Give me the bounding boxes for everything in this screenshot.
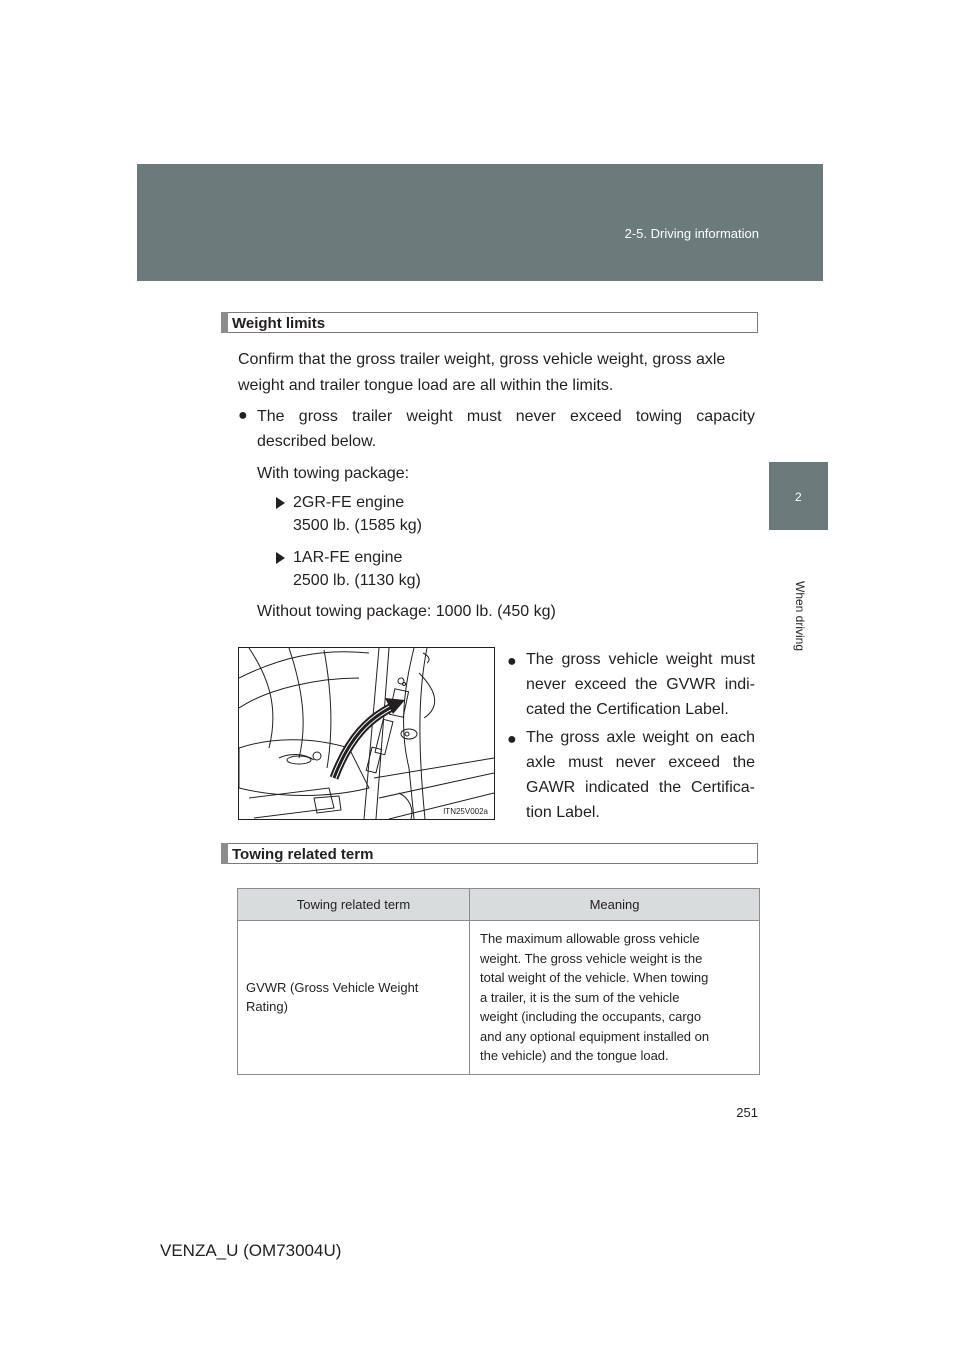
intro-line-2: weight and trailer tongue load are all within the limits. [238, 377, 614, 394]
meaning-line: total weight of the vehicle. When towing [480, 970, 709, 985]
engine1-value: 3500 lb. (1585 kg) [293, 517, 422, 534]
meaning-line: weight. The gross vehicle weight is the [480, 950, 703, 966]
bullet1-line-1: The gross trailer weight must never exceed towing capacity [257, 408, 755, 425]
column-header: Meaning [470, 889, 760, 921]
bullet3-line-2: axle must never exceed the [526, 754, 755, 771]
header-band [137, 164, 823, 281]
manual-model-code: VENZA_U (OM73004U) [160, 1241, 342, 1260]
bullet2-line-2: never exceed the GVWR indi- [526, 676, 755, 693]
meaning-line: the vehicle) and the tongue load. [480, 1048, 669, 1063]
bullet2-line-1: The gross vehicle weight must [526, 651, 755, 668]
bullet1-line-2: described below. [257, 433, 377, 450]
page-number: 251 [736, 1105, 758, 1120]
towing-terms-table [237, 888, 760, 1075]
term-cell [238, 921, 470, 1075]
bullet3-line-4: tion Label. [526, 804, 600, 821]
arrow-curve [334, 706, 394, 778]
chapter-number: 2 [795, 490, 802, 504]
arrow-right-icon [276, 552, 285, 564]
chapter-label: When driving [793, 581, 807, 652]
bullet-icon: ● [507, 731, 517, 748]
engine1-name: 2GR-FE engine [293, 494, 405, 511]
column-header: Towing related term [238, 889, 470, 921]
bullet3-line-1: The gross axle weight on each [526, 729, 755, 746]
weight-limits-heading: Weight limits [221, 312, 758, 333]
table-header-row [238, 889, 760, 921]
seat-and-door-illustration [239, 648, 494, 819]
engine2-value: 2500 lb. (1130 kg) [293, 572, 421, 589]
meaning-line: a trailer, it is the sum of the vehicle [480, 989, 680, 1005]
engine2-name: 1AR-FE engine [293, 549, 403, 566]
bullet-icon: ● [238, 407, 248, 424]
section-breadcrumb: 2-5. Driving information [624, 226, 759, 241]
with-towing-package: With towing package: [257, 465, 410, 482]
table-row [238, 921, 760, 1075]
meaning-cell [470, 921, 760, 1075]
towing-term-heading: Towing related term [221, 843, 758, 864]
term-line: Rating) [246, 999, 288, 1015]
meaning-line: weight (including the occupants, cargo [480, 1009, 702, 1024]
bullet-icon: ● [507, 653, 517, 670]
bullet2-line-3: cated the Certification Label. [526, 701, 729, 718]
bullet3-line-3: GAWR indicated the Certifica- [526, 779, 755, 796]
arrow-right-icon [276, 497, 285, 509]
meaning-line: The maximum allowable gross vehicle [480, 931, 700, 946]
door-pillar-figure [238, 647, 495, 820]
figure-id: ITN25V002a [443, 807, 488, 816]
intro-line-1: Confirm that the gross trailer weight, gross vehicle weight, gross axle [238, 351, 726, 368]
without-towing-package: Without towing package: 1000 lb. (450 kg) [257, 603, 556, 620]
term-line: GVWR (Gross Vehicle Weight [246, 980, 419, 996]
meaning-line: and any optional equipment installed on [480, 1028, 710, 1044]
